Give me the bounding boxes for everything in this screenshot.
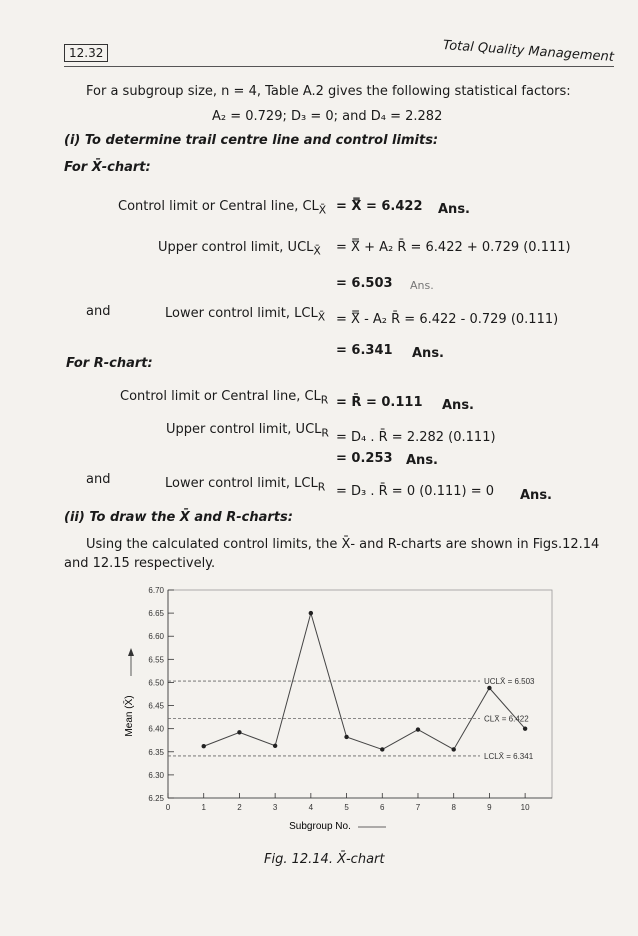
x-lcl-value: = 6.341	[336, 343, 393, 358]
part1-heading: (i) To determine trail centre line and control limits:	[64, 133, 439, 148]
x-ticks	[166, 793, 530, 812]
x-ucl-label: Upper control limit, $UCL_{X̄}$	[158, 240, 321, 258]
x-tick-label: 7	[415, 803, 421, 812]
x-tick-label: 8	[451, 803, 456, 812]
intro-text: For a subgroup size, n = 4, Table A.2 gives the following statistical factors:	[86, 84, 571, 99]
r-ucl-value: = 0.253	[336, 451, 393, 466]
page-number: 12.32	[64, 44, 108, 62]
factors-text: A₂ = 0.729; D₃ = 0; and D₄ = 2.282	[212, 109, 443, 124]
part2-heading: (ii) To draw the X̄ and R-charts:	[64, 510, 293, 525]
y-tick-label: 6.70	[148, 586, 164, 595]
r-ucl-ans: Ans.	[406, 453, 438, 468]
figure-caption: Fig. 12.14. X̄-chart	[264, 852, 385, 867]
y-tick-label: 6.65	[148, 609, 164, 619]
and-1: and	[86, 304, 111, 319]
y-tick-label: 6.50	[148, 678, 164, 688]
y-tick-label: 6.30	[148, 770, 164, 780]
r-cl-ans: Ans.	[442, 398, 474, 413]
data-point	[523, 726, 527, 730]
data-point	[344, 735, 348, 739]
para2-line2: and 12.15 respectively.	[64, 556, 216, 571]
y-tick-label: 6.40	[148, 724, 164, 734]
data-point	[380, 747, 384, 751]
y-tick-label: 6.45	[148, 701, 164, 711]
x-tick-label: 9	[487, 803, 492, 812]
data-point	[202, 744, 206, 748]
x-axis-label: Subgroup No.	[289, 821, 351, 832]
xchart-heading: For X̄-chart:	[64, 160, 151, 175]
reference-line-label: CLX̄ = 6.422	[484, 714, 529, 724]
x-tick-label: 0	[165, 803, 171, 812]
x-tick-label: 3	[272, 803, 278, 812]
y-tick-label: 6.35	[148, 747, 164, 757]
x-tick-label: 5	[344, 803, 349, 812]
data-point	[273, 744, 277, 748]
x-ucl-value: = 6.503	[336, 276, 393, 291]
data-point	[309, 611, 313, 615]
x-lcl-expr: = X̿ - A₂ R̄ = 6.422 - 0.729 (0.111)	[336, 312, 559, 327]
y-tick-label: 6.55	[148, 655, 164, 665]
data-point	[451, 747, 455, 751]
x-ucl-expr: = X̿ + A₂ R̄ = 6.422 + 0.729 (0.111)	[336, 240, 571, 255]
x-lcl-ans: Ans.	[412, 346, 444, 361]
x-cl-ans: Ans.	[438, 202, 470, 217]
y-axis-label: Mean (X̄)	[124, 695, 135, 737]
reference-line-label: UCLX̄ = 6.503	[484, 677, 535, 687]
x-tick-label: 4	[308, 803, 314, 812]
x-tick-label: 10	[520, 803, 530, 812]
and-2: and	[86, 472, 111, 487]
x-cl-value: = X̿ = 6.422	[336, 199, 423, 214]
x-tick-label: 2	[237, 803, 242, 812]
reference-line-label: LCLX̄ = 6.341	[484, 751, 534, 761]
r-cl-value: = R̄ = 0.111	[336, 395, 423, 410]
data-point	[416, 727, 420, 731]
data-point	[487, 686, 491, 690]
x-lcl-label: Lower control limit, $LCL_{X̄}$	[165, 306, 326, 324]
y-label-arrowhead	[128, 648, 134, 656]
r-ucl-expr: = D₄ . R̄ = 2.282 (0.111)	[336, 430, 496, 445]
x-ucl-ans: Ans.	[410, 279, 434, 292]
r-ucl-label: Upper control limit, $UCL_R$	[166, 422, 329, 440]
para2-line1: Using the calculated control limits, the X̄- and R-charts are shown in Figs.12.14	[86, 537, 600, 552]
x-tick-label: 1	[201, 803, 206, 812]
x-cl-label: Control limit or Central line, $CL_{X̄}$	[118, 199, 327, 217]
reference-lines	[168, 677, 535, 761]
rchart-heading: For R-chart:	[66, 356, 153, 371]
r-cl-label: Control limit or Central line, $CL_R$	[120, 389, 329, 407]
x-tick-label: 6	[380, 803, 385, 812]
r-lcl-label: Lower control limit, $LCL_R$	[165, 476, 326, 494]
running-head: Total Quality Management	[442, 38, 614, 65]
y-ticks	[148, 586, 174, 803]
y-tick-label: 6.60	[148, 632, 164, 642]
r-lcl-expr: = D₃ . R̄ = 0 (0.111) = 0	[336, 484, 495, 499]
y-tick-label: 6.25	[148, 794, 164, 803]
r-lcl-ans: Ans.	[520, 488, 552, 503]
data-point	[237, 730, 241, 734]
